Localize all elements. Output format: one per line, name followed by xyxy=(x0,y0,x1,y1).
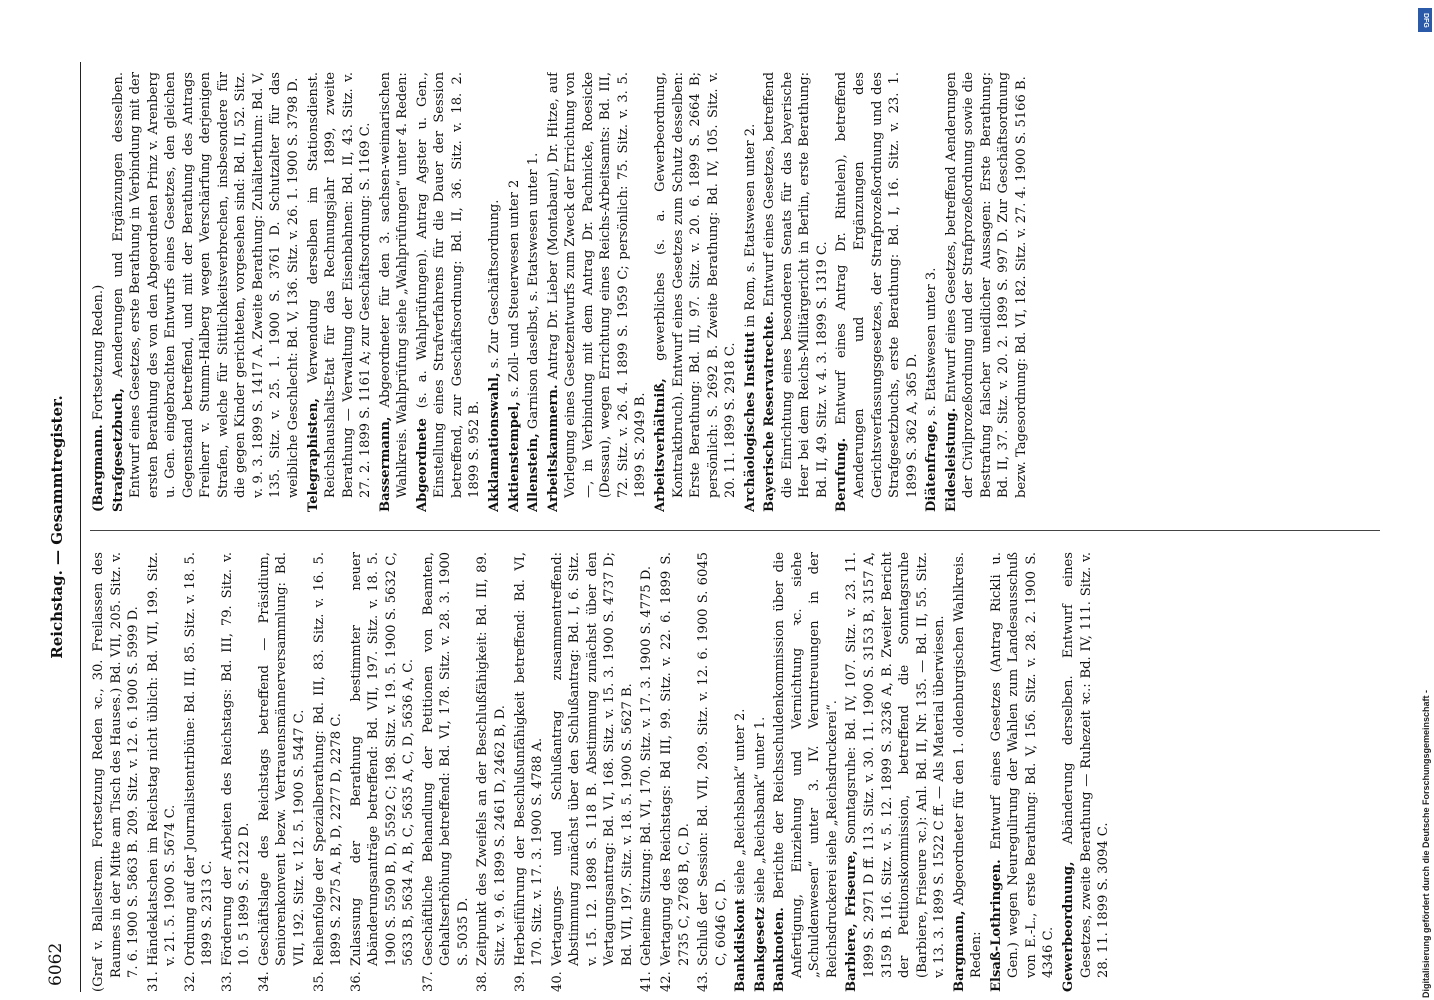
index-subentry xyxy=(923,72,941,512)
entry-keyword: Bankgesetz xyxy=(752,907,768,992)
entry-keyword: Bayerische Reservatrechte. xyxy=(762,311,778,512)
entry-keyword: Berufung. xyxy=(834,437,850,512)
page-title: Reichstag. — Gesammtregister. xyxy=(48,395,66,659)
item-text: Herbeiführung der Beschlußunfähigkeit betreffend: Bd. VI, 170. Sitz. v. 17. 3. 1900 S. 4788 A. xyxy=(512,552,546,966)
index-subentry xyxy=(1060,552,1113,992)
item-number: 34. xyxy=(256,971,272,992)
item-number: 32. xyxy=(182,971,198,992)
index-subentry xyxy=(742,72,760,512)
item-text: Reihenfolge der Spezialberathung: Bd. III, 83. Sitz. v. 16. 5. 1899 S. 2275 A, B, D, 2277 D, 2278 C. xyxy=(311,552,345,966)
entry-keyword: Akklamationswahl, xyxy=(487,372,503,512)
entry-text: s. Zur Geschäftsordnung. xyxy=(487,199,503,369)
entry-text: Abänderung derselben. Entwurf eines Gesetzes, zweite Berathung — Ruhezeit ꝛc.: Bd. IV, 111. Sitz. v. 28. 11. 1899 S. 3094 C. xyxy=(1060,552,1112,978)
index-entry xyxy=(843,552,948,992)
index-subentry xyxy=(486,72,504,512)
numbered-item xyxy=(695,552,730,992)
entry-text: s. Etatswesen unter 3. xyxy=(924,267,940,417)
entry-text: Verwendung derselben im Stationsdienst. Reichshaushalts-Etat für das Rechnungsjahr 1899, zweite Berathung — Verwaltung der Eisenbahnen: Bd. II, 43. Sitz. v. 27. 2. 1899 S. 1161 A; zur Geschäftsordnung: S. 1169 C. xyxy=(305,72,374,498)
numbered-item xyxy=(420,552,473,992)
digitalisation-note xyxy=(1421,8,1434,998)
item-number: 36. xyxy=(348,971,364,992)
index-subentry xyxy=(988,552,1058,992)
index-subentry xyxy=(833,72,921,512)
index-subentry xyxy=(506,72,524,512)
entry-text: (s. a. Wahlprüfungen). Antrag Agster u. Gen., Einstellung eines Strafverfahrens für die Dauer der Session betreffend, zur Geschäftsordnung: Bd. II, 36. Sitz. v. 18. 2. 1899 S. 952 B. xyxy=(414,72,483,498)
numbered-item xyxy=(219,552,254,992)
numbered-item xyxy=(638,552,656,992)
index-subentry xyxy=(110,72,303,512)
entry-keyword: (Bargmann. xyxy=(91,424,106,512)
index-subentry xyxy=(414,72,484,512)
numbered-item xyxy=(658,552,693,992)
item-number: 35. xyxy=(311,971,327,992)
numbered-item xyxy=(145,552,180,992)
index-entry xyxy=(752,552,770,992)
entry-keyword: Diätenfrage, xyxy=(924,420,940,512)
entry-keyword: Bassermann, xyxy=(377,416,393,512)
left-column xyxy=(90,552,1390,992)
item-number: 31. xyxy=(145,971,161,992)
entry-keyword: Arbeitskammern. xyxy=(545,384,561,512)
entry-keyword: Abgeordnete xyxy=(414,418,430,512)
entry-text: Sonntagsruhe: Bd. IV, 107. Sitz. v. 23. 11. 1899 S. 2971 D ff. 113. Sitz. v. 30. 11. 1900 S. 3153 B, 3157 A, 3159 B. 116. Sitz. v. 5. 12. 1899 S. 3236 A, B. Zweiter Bericht der Petitionskommission, betreffend die Sonntagsruhe (Barbiere, Friseure ꝛc.): Anl. Bd. II, Nr. 135. — Bd. II, 55. Sitz. v. 13. 3. 1899 S. 1522 C ff. — Als Material überwiesen. xyxy=(844,552,948,978)
numbered-item xyxy=(256,552,309,992)
digitalisation-note-text: Digitalisierung gefördert durch die Deutsche Forschungsgemeinschaft - xyxy=(1421,689,1431,998)
item-text: Zeitpunkt des Zweifels an der Beschlußfähigkeit: Bd. III, 89. Sitz. v. 9. 6. 1899 S. 2461 D, 2462 B, D. xyxy=(475,552,509,966)
index-entry xyxy=(90,72,108,512)
entry-keyword: Bargmann, xyxy=(951,910,967,992)
entry-text: Aenderungen und Ergänzungen desselben. Entwurf eines Gesetzes, erste Berathung in Verbindung mit der ersten Berathung des von den Abgeordneten Prinz v. Arenberg u. Gen. eingebrachten Entwurfs eines Gesetzes, den gleichen Gegenstand betreffend, und mit der Berathung des Antrags Freiherr v. Stumm-Halberg wegen Verschärfung derjenigen Strafen, welche für Sittlichkeitsverbrechen, insbesondere für die gegen Kinder gerichteten, vorgesehen sind: Bd. II, 52. Sitz. v. 9. 3. 1899 S. 1417 A. Zweite Berathung: Zuhälterthum: Bd. V, 135. Sitz. v. 25. 1. 1900 S. 3761 D. Schutzalter für das weibliche Geschlecht: Bd. V, 136. Sitz. v. 26. 1. 1900 S. 3798 D. xyxy=(110,72,302,498)
entry-keyword: Eidesleistung. xyxy=(943,407,959,512)
numbered-item xyxy=(348,552,418,992)
item-text: Schluß der Session: Bd. VII, 209. Sitz. v. 12. 6. 1900 S. 6045 C, 6046 C, D. xyxy=(696,552,729,966)
index-subentry xyxy=(761,72,831,512)
index-subentry xyxy=(305,72,375,512)
entry-text: gewerbliches (s. a. Gewerbeordnung, Kontraktbruch). Entwurf eines Gesetzes zum Schutz desselben: Erste Berathung: Bd. III, 97. Sitz. v. 20. 6. 1899 S. 2664 B; persönlich: S. 2692 B. Zweite Berathung: Bd. IV, 105. Sitz. v. 20. 11. 1899 S. 2918 C. xyxy=(652,72,739,498)
item-number: 33. xyxy=(219,971,235,992)
entry-keyword: Gewerbeordnung, xyxy=(1060,861,1076,992)
document-page xyxy=(42,62,1412,992)
entry-keyword: Arbeitsverhältniß, xyxy=(652,378,668,512)
item-number: 42. xyxy=(658,971,674,992)
column-divider xyxy=(90,530,1380,531)
entry-keyword: Bankdiskont xyxy=(733,898,749,992)
entry-text: siehe „Reichsbank“ unter 1. xyxy=(752,716,768,903)
index-entry xyxy=(377,72,412,512)
right-column xyxy=(90,72,1390,512)
item-number: 40. xyxy=(549,971,565,992)
numbered-item xyxy=(182,552,217,992)
item-text: Vertagung des Reichstags: Bd III, 99. Sitz. v. 22. 6. 1899 S. 2735 C, 2768 B, C, D. xyxy=(658,552,692,966)
entry-text: Garnison daselbst, s. Etatswesen unter 1. xyxy=(526,152,542,430)
entry-keyword: Telegraphisten, xyxy=(305,398,321,512)
entry-text: Entwurf eines Gesetzes (Antrag Rickli u. Gen.) wegen Neuregulirung der Wahlen zum Landesausschuß von E.-L., erste Berathung: Bd. V, 156. Sitz. v. 28. 2. 1900 S. 4346 C. xyxy=(988,552,1057,978)
dfg-logo: DFG xyxy=(1418,8,1432,32)
index-entry xyxy=(732,552,750,992)
numbered-item xyxy=(549,552,637,992)
item-number: 43. xyxy=(696,971,712,992)
entry-keyword: Allenstein, xyxy=(526,433,542,512)
entry-keyword: Barbiere, Friseure, xyxy=(844,850,860,992)
entry-keyword: Archäologisches Institut xyxy=(742,331,758,512)
entry-text: Berichte der Reichsschuldenkommission über die Anfertigung, Einziehung und Vernichtung ꝛc. siehe „Schuldenwesen“ unter 3. IV. Veruntreuungen in der Reichsdruckerei siehe „Reichsdruckerei“. xyxy=(772,552,840,978)
index-subentry xyxy=(525,72,543,512)
page-number: 6062 xyxy=(46,942,66,986)
index-entry xyxy=(951,552,986,992)
item-number: 41. xyxy=(639,971,655,992)
numbered-item xyxy=(512,552,547,992)
item-text: Ordnung auf der Journalistentribüne: Bd. III, 85. Sitz. v. 18. 5. 1899 S. 2313 C. xyxy=(182,552,216,966)
running-head xyxy=(42,62,78,992)
entry-text: Entwurf eines Gesetzes, betreffend die Einrichtung eines besonderen Senats für das bayerische Heer bei dem Reichs-Militärgericht in Berlin, erste Berathung: Bd. II, 49. Sitz. v. 4. 3. 1899 S. 1319 C. xyxy=(762,72,830,498)
entry-text: siehe „Reichsbank“ unter 2. xyxy=(733,708,749,895)
entry-keyword: Aktienstempel, xyxy=(506,401,522,512)
item-number: 37. xyxy=(420,971,436,992)
entry-text: Abgeordneter für den 3. sachsen-weimarischen Wahlkreis. Wahlprüfung siehe „Wahlprüfungen“ unter 4. Reden: xyxy=(377,72,411,498)
item-text: Geschäftslage des Reichstags betreffend — Präsidium, Seniorenkonvent bezw. Vertrauensmännerversammlung: Bd. VII, 192. Sitz. v. 12. 5. 1900 S. 5447 C. xyxy=(256,552,308,966)
index-subentry xyxy=(652,72,740,512)
entry-text: (Graf v. Ballestrem. Fortsetzung Reden ꝛc., 30. Freilassen des Raumes in der Mitte am Tisch des Hauses.) Bd. VII, 205. Sitz. v. 7. 6. 1900 S. 5863 B. 209. Sitz. v. 12. 6. 1900 S. 5999 D. xyxy=(91,552,142,992)
entry-text: Entwurf eines Antrag Dr. Rintelen), betreffend Aenderungen und Ergänzungen des Gerichtsverfassungsgesetzes, der Strafprozeßordnung und des Strafgesetzbuchs, erste Berathung: Bd. I, 16. Sitz. v. 23. 1. 1899 S. 362 A, 365 D. xyxy=(834,72,920,498)
entry-text: s. Zoll- und Steuerwesen unter 2 xyxy=(506,179,522,398)
index-subentry xyxy=(545,72,650,512)
numbered-item xyxy=(311,552,346,992)
entry-keyword: Banknoten. xyxy=(772,907,788,992)
item-text: Zulassung der Berathung bestimmter neuer Abänderungsanträge betreffend: Bd. VII, 197. Sitz. v. 18. 5. 1900 S. 5590 B, D, 5592 C; 198. Sitz. v. 19. 5. 1900 S. 5632 C, 5633 B, 5634 A, B, C, 5635 A, C, D, 5636 A, C. xyxy=(348,552,417,966)
index-subentry xyxy=(943,72,1031,512)
entry-keyword: Elsaß-Lothringen. xyxy=(988,859,1004,992)
item-text: Vertagungs- und Schlußantrag zusammentreffend: Abstimmung zunächst über den Schlußantrag: Bd. I, 6. Sitz. v. 15. 12. 1898 S. 118 B. Abstimmung zunächst über den Vertagungsantrag: Bd. VI, 168. Sitz. v. 15. 3. 1900 S. 4737 D; Bd. VII, 197. Sitz. v. 18. 5. 1900 S. 5627 B. xyxy=(549,552,635,966)
item-text: Händeklatschen im Reichstag nicht üblich: Bd. VII, 199. Sitz. v. 21. 5. 1900 S. 5674 C. xyxy=(145,552,179,966)
index-entry xyxy=(771,552,841,992)
item-text: Geschäftliche Behandlung der Petitionen von Beamten, Gehaltserhöhung betreffend: Bd. VI, 178. Sitz. v. 28. 3. 1900 S. 5035 D. xyxy=(420,552,471,966)
item-number: 39. xyxy=(512,971,528,992)
entry-text: Entwurf eines Gesetzes, betreffend Aenderungen der Civilprozeßordnung und der Strafprozeßordnung sowie die Bestrafung falscher uneidlicher Aussagen: Erste Berathung: Bd. II, 37. Sitz. v. 20. 2. 1899 S. 997 D. Zur Geschäftsordnung bezw. Tagesordnung: Bd. VI, 182. Sitz. v. 27. 4. 1900 S. 5166 B. xyxy=(943,72,1029,498)
entry-text: Fortsetzung Reden.) xyxy=(91,284,106,421)
numbered-item xyxy=(474,552,509,992)
item-number: 38. xyxy=(475,971,491,992)
entry-keyword: Strafgesetzbuch, xyxy=(110,388,126,512)
entry-text: Abgeordneter für den 1. oldenburgischen Wahlkreis. Reden: xyxy=(951,552,985,978)
item-text: Geheime Sitzung: Bd. VI, 170. Sitz. v. 17. 3. 1900 S. 4775 D. xyxy=(639,565,655,966)
entry-text: Antrag Dr. Lieber (Montabaur), Dr. Hitze, auf Vorlegung eines Gesetzentwurfs zum Zweck der Errichtung von —, in Verbindung mit dem Antrag Dr. Pachnicke, Roesicke (Dessau), wegen Errichtung eines Reichs-Arbeitsamts: Bd. III, 72. Sitz. v. 26. 4. 1899 S. 1959 C; persönlich: 75. Sitz. v. 3. 5. 1899 S. 2049 B. xyxy=(545,72,649,498)
entry-text: in Rom, s. Etatswesen unter 2. xyxy=(742,123,758,328)
item-text: Förderung der Arbeiten des Reichstags: Bd. III, 79. Sitz. v. 10. 5 1899 S. 2122 D. xyxy=(219,552,253,966)
header-rule xyxy=(80,62,81,992)
index-entry xyxy=(90,552,143,992)
